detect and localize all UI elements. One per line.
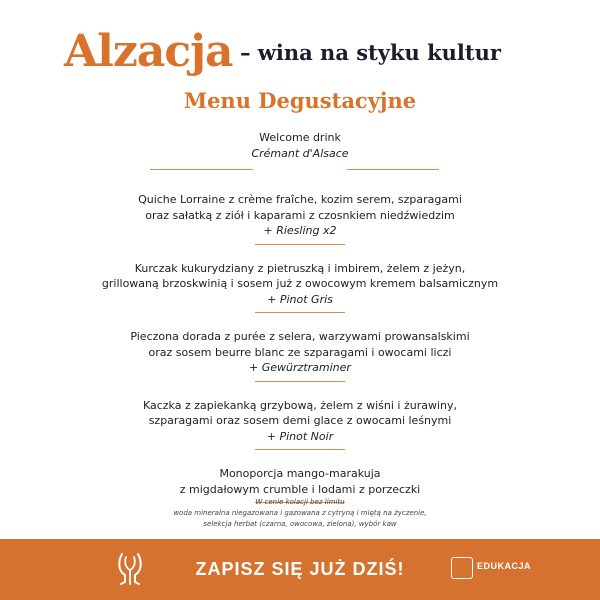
divider — [255, 244, 345, 245]
course-line: Kurczak kukurydziany z pietruszką i imbirem, żelem z jeżyn, — [134, 261, 466, 275]
page-title: Alzacja — [64, 26, 233, 77]
welcome-wine: Crémant d'Alsace — [251, 146, 349, 160]
footnote-line: selekcja herbat (czarna, owocowa, zielona), wybór kaw — [203, 520, 397, 528]
wine-pairing: + Pinot Noir — [266, 429, 334, 443]
signup-cta[interactable]: ZAPISZ SIĘ JUŻ DZIŚ! — [195, 559, 405, 579]
wine-pairing: + Gewürztraminer — [249, 361, 351, 374]
divider — [255, 381, 345, 382]
course-line: Quiche Lorraine z crème fraîche, kozim serem, szparagami — [138, 193, 462, 206]
course-line: oraz sosem beurre blanc ze szparagami i owocami liczi — [148, 345, 452, 359]
course-line: Kaczka z zapiekanką grzybową, żelem z wiśni i żurawiny, — [142, 398, 458, 412]
footnote-line: W cenie kolacji bez limitu — [255, 498, 345, 506]
header — [0, 24, 600, 84]
divider — [255, 312, 345, 313]
welcome-title: Welcome drink — [259, 131, 341, 144]
course-item — [0, 398, 600, 445]
footnote-line: woda mineralna niegazowana i gazowana z cytryną i miętą na życzenie, — [173, 509, 427, 517]
welcome-drink — [0, 130, 600, 161]
divider — [255, 449, 345, 450]
wine-pairing: + Pinot Gris — [267, 292, 333, 306]
page-tagline: – wina na styku kultur — [240, 40, 501, 65]
course-item — [0, 466, 600, 497]
edukacja-logo-text: EDUKACJA — [477, 561, 532, 571]
edukacja-logo — [451, 555, 533, 583]
course-line: szparagami oraz sosem demi glace z owocami leśnymi — [148, 414, 452, 427]
course-line: Pieczona dorada z purée z selera, warzywami prowansalskimi — [130, 330, 470, 343]
course-line: z migdałowym crumble i lodami z porzeczki — [179, 482, 421, 496]
wine-pairing: + Riesling x2 — [263, 224, 337, 237]
course-item — [0, 329, 600, 376]
edukacja-logo-icon — [451, 557, 473, 579]
divider — [0, 169, 600, 170]
signup-banner[interactable] — [0, 539, 600, 600]
course-item — [0, 192, 600, 239]
footnote — [0, 497, 600, 530]
course-line: Monoporcja mango-marakuja — [219, 467, 381, 480]
course-line: oraz sałatką z ziół i kaparami z czosnkiem niedźwiedzim — [145, 208, 455, 222]
course-item — [0, 261, 600, 308]
menu-list — [0, 130, 600, 519]
menu-subtitle: Menu Degustacyjne — [183, 88, 417, 113]
course-line: grillowaną brzoskwinią i sosem już z owocowym kremem balsamicznym — [101, 277, 499, 290]
